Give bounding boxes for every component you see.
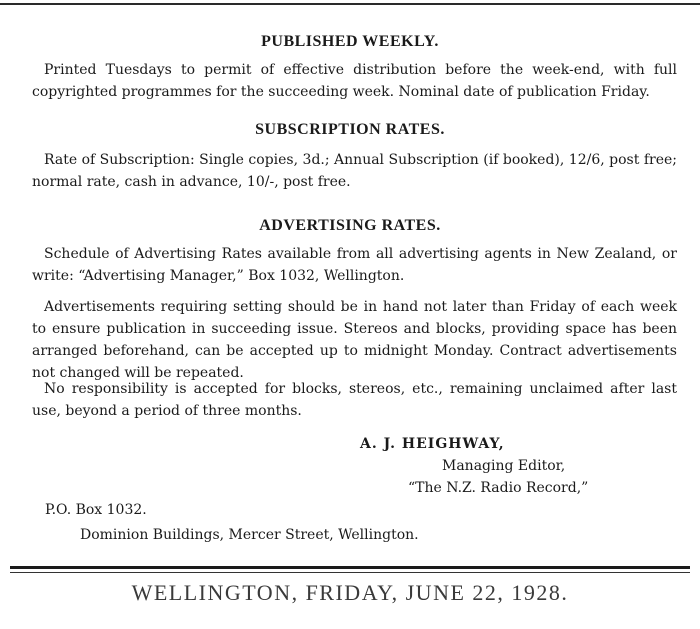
- published-weekly-text: Printed Tuesdays to permit of effective distribution before the week-end, with full copyrighted programmes for the succeeding week. Nominal date of publication Friday.: [32, 62, 677, 100]
- po-box: P.O. Box 1032.: [45, 502, 147, 518]
- dateline: WELLINGTON, FRIDAY, JUNE 22, 1928.: [131, 580, 569, 605]
- editor-title: Managing Editor,: [442, 458, 566, 474]
- bottom-rule-thick: [10, 566, 690, 569]
- top-rule: [0, 3, 700, 5]
- advertising-paragraph-responsibility: No responsibility is accepted for blocks, stereos, etc., remaining unclaimed after last use, beyond a period of three months.: [32, 381, 677, 419]
- published-weekly-heading: PUBLISHED WEEKLY.: [261, 33, 439, 50]
- street-address: Dominion Buildings, Mercer Street, Wellington.: [80, 527, 419, 543]
- publication-name: “The N.Z. Radio Record,”: [408, 480, 589, 496]
- bottom-rule-thin: [10, 572, 690, 573]
- editor-name: A. J. HEIGHWAY,: [360, 436, 505, 452]
- subscription-rates-heading: SUBSCRIPTION RATES.: [255, 121, 445, 138]
- advertising-rates-heading: ADVERTISING RATES.: [259, 217, 441, 234]
- advertising-paragraph-schedule: Schedule of Advertising Rates available from all advertising agents in New Zealand, or write: “Advertising Manager,” Box 1032, Wellington.: [32, 246, 677, 284]
- subscription-rates-text: Rate of Subscription: Single copies, 3d.; Annual Subscription (if booked), 12/6, post free; normal rate, cash in advance, 10/-, post free.: [32, 152, 677, 190]
- advertising-paragraph-setting: Advertisements requiring setting should be in hand not later than Friday of each week to ensure publication in succeeding issue. Stereos and blocks, providing space has been arranged beforehand, can be accepted up to midnight Monday. Contract advertisements not changed will be repeated.: [32, 299, 677, 381]
